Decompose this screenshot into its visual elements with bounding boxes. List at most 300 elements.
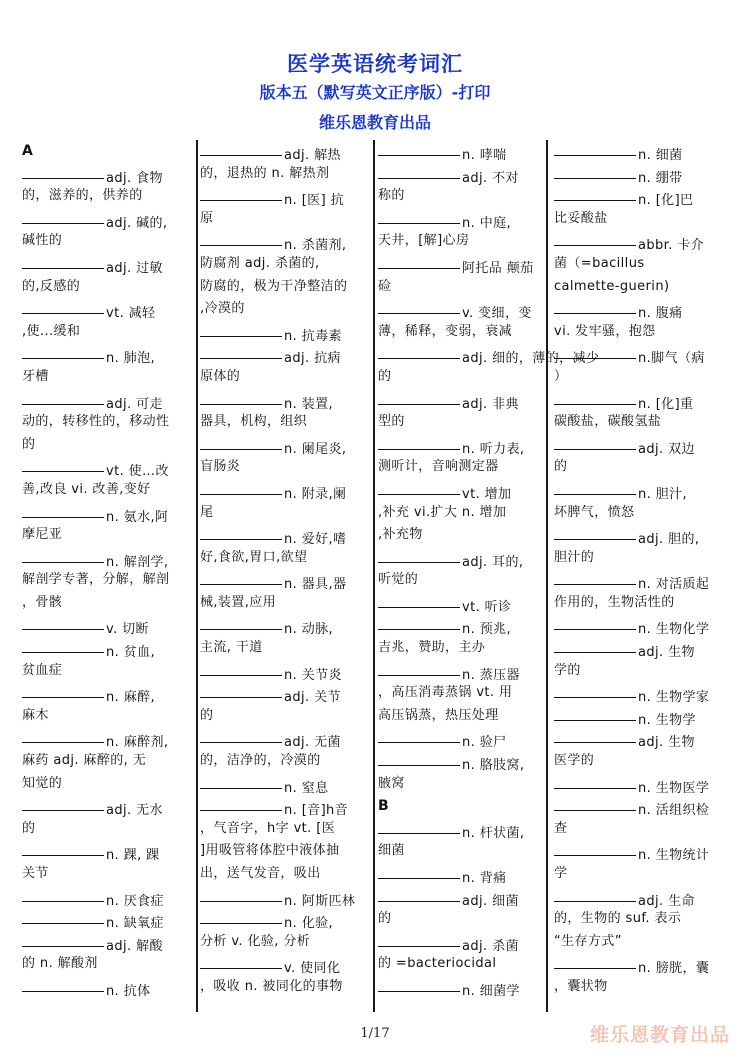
answer-blank [200, 434, 282, 450]
vocab-entry [378, 343, 600, 367]
definition-text: ） [554, 368, 568, 384]
vocab-definition-continuation [378, 366, 549, 389]
vocab-entry [378, 818, 549, 841]
section-letter-text: A [22, 143, 34, 159]
vocab-definition-continuation [554, 321, 730, 344]
definition-text: 动的，转移性的，移动性 [22, 414, 170, 430]
definition-text: calmette-guerin) [554, 278, 670, 294]
definition-text: ,冷漠的 [200, 301, 245, 317]
definition-text: n. 化验, [284, 916, 334, 932]
definition-text: n. 抗毒素 [284, 328, 342, 344]
definition-text: 原 [200, 210, 214, 226]
vocab-definition-continuation [200, 366, 371, 389]
definition-text: 解剖学专著，分解，解剖 [22, 572, 170, 588]
vocab-definition-continuation [378, 637, 549, 660]
definition-text: n. 听力表, [462, 441, 525, 457]
vocab-entry [22, 840, 193, 863]
vocab-entry [200, 434, 371, 457]
definition-text: 薄，稀释，变弱，衰减 [378, 323, 513, 339]
vocab-definition-continuation [22, 276, 193, 299]
vocab-entry [22, 637, 193, 660]
answer-blank [554, 773, 636, 789]
answer-blank [378, 343, 460, 359]
definition-text: 学的 [554, 662, 581, 678]
definition-text: 医学的 [554, 753, 595, 769]
definition-text: n. 装置, [284, 396, 334, 412]
vocab-definition-continuation [378, 569, 549, 592]
answer-blank [554, 479, 636, 495]
vocab-entry [22, 253, 193, 276]
definition-text: ,补充 vi.扩大 n. 增加 [378, 504, 507, 520]
vocab-entry [22, 976, 193, 999]
vocab-definition-continuation [200, 637, 371, 660]
definition-text: ，吸收 n. 被同化的事物 [200, 978, 343, 994]
answer-blank [22, 886, 104, 902]
definition-text: adj. 生物 [638, 735, 695, 751]
answer-blank [200, 886, 282, 902]
vocab-definition-continuation [200, 863, 371, 886]
vocab-entry [22, 682, 193, 705]
vocab-entry [554, 524, 730, 547]
vocab-entry [554, 230, 730, 253]
vocab-entry [200, 569, 371, 592]
definition-text: 械,装置,应用 [200, 594, 277, 610]
answer-blank [200, 389, 282, 405]
answer-blank [200, 569, 282, 585]
definition-text: n. 哮喘 [462, 148, 507, 163]
vocab-entry [554, 569, 730, 592]
answer-blank [378, 208, 460, 224]
definition-text: 阿托品 颠茄 [462, 260, 534, 276]
vocab-definition-continuation [554, 908, 730, 931]
answer-blank [22, 931, 104, 947]
page-number: 1/17 [360, 1026, 390, 1041]
vocab-definition-continuation [554, 276, 730, 299]
definition-text: n. 验尸 [462, 735, 507, 751]
vocab-entry [554, 637, 730, 660]
definition-text: n. 腹痛 [638, 306, 683, 322]
vocab-entry [378, 976, 549, 999]
definition-text: 牙槽 [22, 368, 49, 384]
vocab-entry [22, 614, 193, 637]
vocab-entry [378, 208, 549, 231]
definition-text: 天井，[解]心房 [378, 233, 470, 249]
answer-blank [22, 637, 104, 653]
vocab-entry [554, 795, 730, 818]
vocab-entry [554, 479, 730, 502]
answer-blank [200, 908, 282, 924]
section-letter-text: B [378, 798, 390, 815]
vocab-entry [22, 908, 193, 931]
vocab-entry [200, 682, 371, 705]
definition-text: 型的 [378, 414, 405, 430]
document-subtitle: 版本五（默写英文正序版）-打印 [259, 83, 491, 102]
vocab-definition-continuation [200, 456, 371, 479]
definition-text: n. 蒸压器 [462, 667, 520, 683]
vocabulary-columns [22, 140, 730, 1012]
vocab-entry [200, 660, 371, 683]
vocab-definition-continuation [378, 456, 549, 479]
vocab-definition-continuation [22, 773, 193, 796]
answer-blank [378, 818, 460, 834]
definition-text: 硷 [378, 278, 392, 294]
definition-text: 的 n. 解酸剂 [22, 956, 98, 972]
vocab-entry [378, 389, 549, 412]
definition-text: n. 生物医学 [638, 780, 710, 796]
vocab-definition-continuation [22, 750, 193, 773]
definition-text: 吉兆，赞助，主办 [378, 640, 486, 656]
answer-blank [554, 569, 636, 585]
definition-text: n. 窒息 [284, 780, 329, 796]
vocab-definition-continuation [200, 750, 371, 773]
definition-text: 贫血症 [22, 662, 63, 678]
vocab-definition-continuation [22, 660, 193, 683]
definition-text: n. 器具,器 [284, 577, 347, 593]
section-letter [22, 140, 193, 163]
definition-text: n. 踝, 踝 [106, 848, 160, 864]
definition-text: n. 生物学 [638, 712, 696, 728]
vocab-entry [378, 863, 549, 886]
definition-text: n. 细菌 [638, 148, 683, 163]
vocab-entry [554, 343, 730, 366]
definition-text: 查 [554, 820, 568, 836]
vocab-definition-continuation [200, 818, 371, 841]
vocab-definition-continuation [22, 366, 193, 389]
vocab-definition-continuation [554, 547, 730, 570]
definition-text: n. 杀菌剂, [284, 238, 347, 254]
vocab-entry [200, 524, 371, 547]
definition-text: adj. 无水 [106, 803, 163, 819]
vocab-definition-continuation [378, 840, 549, 863]
answer-blank [200, 343, 282, 359]
definition-text: n. 阿斯匹林 [284, 893, 356, 909]
definition-text: n. 爱好,嗜 [284, 532, 347, 548]
definition-text: 好,食欲,胃口,欲望 [200, 549, 308, 565]
vocab-definition-continuation [554, 411, 730, 434]
definition-text: adj. 解酸 [106, 938, 163, 954]
answer-blank [22, 298, 104, 314]
answer-blank [200, 660, 282, 676]
definition-text: n. 绷带 [638, 170, 683, 186]
vocab-entry [200, 727, 371, 750]
answer-blank [378, 298, 460, 314]
vocab-definition-continuation [22, 569, 193, 592]
vocab-definition-continuation [22, 185, 193, 208]
vocab-definition-continuation [200, 840, 371, 863]
vocab-entry [554, 614, 730, 637]
vocab-definition-continuation [22, 592, 193, 615]
definition-text: 原体的 [200, 368, 241, 384]
answer-blank [22, 502, 104, 518]
definition-text: ,使...缓和 [22, 323, 81, 339]
definition-text: adj. 不对 [462, 170, 519, 186]
answer-blank [378, 140, 460, 156]
answer-blank [378, 389, 460, 405]
definition-text: 的，滋养的，供养的 [22, 188, 143, 204]
answer-blank [22, 253, 104, 269]
vocab-definition-continuation [22, 953, 193, 976]
vocab-definition-continuation [22, 230, 193, 253]
vocab-definition-continuation [22, 479, 193, 502]
vocab-definition-continuation [200, 298, 371, 321]
definition-text: adj. 抗病 [284, 351, 341, 367]
definition-text: 尾 [200, 504, 214, 520]
definition-text: v. 变细，变 [462, 306, 532, 322]
answer-blank [554, 886, 636, 902]
definition-text: 的,反感的 [22, 278, 81, 294]
definition-text: vt. 听诊 [462, 599, 512, 615]
definition-text: n. 胳肢窝, [462, 758, 525, 774]
definition-text: ，骨骸 [22, 594, 63, 610]
vocab-definition-continuation [200, 592, 371, 615]
definition-text: ]用吸管将体腔中液体抽 [200, 843, 340, 859]
answer-blank [554, 637, 636, 653]
answer-blank [22, 840, 104, 856]
vocab-entry [22, 298, 193, 321]
vocab-entry [378, 298, 549, 321]
vocab-definition-continuation [554, 456, 730, 479]
answer-blank [200, 230, 282, 246]
vocab-definition-continuation [200, 976, 371, 999]
vocab-definition-continuation [554, 863, 730, 886]
definition-text: adj. 过敏 [106, 260, 163, 276]
vocab-entry [200, 773, 371, 796]
vocab-definition-continuation [200, 931, 371, 954]
answer-blank [200, 524, 282, 540]
definition-text: ，气音字，h字 vt. [医 [200, 820, 336, 836]
definition-text: adj. 碱的, [106, 215, 168, 231]
answer-blank [22, 727, 104, 743]
definition-text: 比妥酸盐 [554, 210, 608, 226]
vocab-entry [378, 253, 549, 276]
answer-blank [554, 163, 636, 179]
definition-text: ，高压消毒蒸锅 vt. 用 [378, 685, 513, 701]
definition-text: adj. 胆的, [638, 532, 700, 548]
answer-blank [378, 727, 460, 743]
vocab-definition-continuation [378, 705, 549, 728]
vocab-entry [378, 931, 549, 954]
definition-text: n. 解剖学, [106, 554, 169, 570]
vocab-definition-continuation [554, 253, 730, 276]
definition-text: 听觉的 [378, 572, 419, 588]
definition-text: adj. 可走 [106, 396, 163, 412]
answer-blank [200, 321, 282, 337]
definition-text: 的 [378, 368, 392, 384]
definition-text: 高压锅蒸，热压处理 [378, 707, 499, 723]
vocab-definition-continuation [378, 321, 549, 344]
answer-blank [378, 660, 460, 676]
definition-text: adj. 杀菌 [462, 938, 519, 954]
answer-blank [554, 953, 636, 969]
definition-text: n. 附录,阑 [284, 486, 347, 502]
answer-blank [200, 185, 282, 201]
vocab-definition-continuation [378, 276, 549, 299]
vocab-entry [378, 614, 549, 637]
vocab-definition-continuation [378, 682, 549, 705]
vocab-entry [554, 705, 730, 728]
vocab-entry [22, 389, 193, 412]
watermark: 维乐恩教育出品 [590, 1024, 731, 1046]
definition-text: ，囊状物 [554, 978, 608, 994]
definition-text: 防腐的，极为干净整洁的 [200, 278, 348, 294]
definition-text: 测听计，音响测定器 [378, 459, 499, 475]
answer-blank [378, 163, 460, 179]
vocab-definition-continuation [22, 321, 193, 344]
definition-text: n. [医] 抗 [284, 193, 344, 209]
answer-blank [200, 614, 282, 630]
answer-blank [200, 479, 282, 495]
answer-blank [200, 682, 282, 698]
vocab-entry [200, 908, 371, 931]
definition-text: 细菌 [378, 843, 405, 859]
definition-text: v. 使同化 [284, 961, 341, 977]
definition-text: n. 背痛 [462, 871, 507, 886]
answer-blank [554, 140, 636, 156]
definition-text: 的 =bacteriocidal [378, 956, 497, 972]
vocab-entry [378, 592, 549, 615]
vocab-entry [200, 886, 371, 909]
vocab-definition-continuation [554, 592, 730, 615]
vocab-definition-continuation [22, 705, 193, 728]
vocab-definition-continuation [200, 276, 371, 299]
answer-blank [378, 547, 460, 563]
definition-text: n. 缺氧症 [106, 916, 164, 932]
definition-text: n. [化]巴 [638, 193, 694, 209]
answer-blank [554, 389, 636, 405]
vocab-entry [554, 389, 730, 412]
vocab-entry [378, 660, 549, 683]
answer-blank [378, 614, 460, 630]
vocab-entry [378, 434, 549, 457]
vocab-definition-continuation [554, 366, 730, 389]
document-title: 医学英语统考词汇 [287, 52, 463, 76]
definition-text: vt. 使…改 [106, 464, 169, 480]
vocab-entry [554, 727, 730, 750]
answer-blank [554, 434, 636, 450]
answer-blank [554, 614, 636, 630]
answer-blank [200, 795, 282, 811]
vocab-entry [22, 727, 193, 750]
vocab-definition-continuation [200, 208, 371, 231]
vocab-entry [554, 773, 730, 796]
vocab-entry [22, 795, 193, 818]
vocab-definition-continuation [22, 863, 193, 886]
vocab-entry [200, 614, 371, 637]
definition-text: n. 杆状菌, [462, 825, 525, 841]
vocab-definition-continuation [378, 953, 549, 976]
vocab-entry [378, 140, 549, 163]
answer-blank [200, 727, 282, 743]
definition-text: 的 [22, 436, 36, 452]
vocab-definition-continuation [200, 411, 371, 434]
definition-text: n. 氨水,阿 [106, 509, 169, 525]
definition-text: abbr. 卡介 [638, 238, 705, 254]
vocab-definition-continuation [378, 524, 549, 547]
answer-blank [378, 434, 460, 450]
vocab-entry [378, 163, 549, 186]
definition-text: n. 膀胱，囊 [638, 961, 710, 977]
answer-blank [22, 908, 104, 924]
definition-text: 麻药 adj. 麻醉的, 无 [22, 753, 147, 769]
vocab-column-2 [200, 140, 371, 1012]
definition-text: n. 预兆, [462, 622, 512, 638]
answer-blank [378, 931, 460, 947]
answer-blank [22, 163, 104, 179]
answer-blank [378, 886, 460, 902]
definition-text: n.脚气（病 [638, 351, 705, 367]
definition-text: 腋窝 [378, 775, 405, 791]
answer-blank [378, 863, 460, 879]
definition-text: 坏脾气，愤怒 [554, 504, 635, 520]
definition-text: adj. 生物 [638, 645, 695, 661]
definition-text: 知觉的 [22, 775, 63, 791]
definition-text: n. 关节炎 [284, 667, 342, 683]
vocab-definition-continuation [200, 163, 371, 186]
vocab-definition-continuation [554, 818, 730, 841]
vocab-definition-continuation [200, 547, 371, 570]
answer-blank [200, 140, 282, 156]
definition-text: adj. 耳的, [462, 554, 524, 570]
definition-text: 器具，机构，组织 [200, 414, 308, 430]
definition-text: n. 生物统计 [638, 848, 710, 864]
definition-text: adj. 食物 [106, 170, 163, 186]
vocab-entry [200, 479, 371, 502]
vocab-entry [554, 163, 730, 186]
definition-text: n. 麻醉剂, [106, 735, 169, 751]
definition-text: 麻木 [22, 707, 49, 723]
vocab-definition-continuation [378, 773, 549, 796]
vocab-entry [22, 208, 193, 231]
section-letter [378, 795, 549, 818]
definition-text: 出，送气发音，吸出 [200, 866, 321, 881]
definition-text: n. 厌食症 [106, 893, 164, 909]
vocab-entry [200, 389, 371, 412]
answer-blank [378, 976, 460, 992]
definition-text: vi. 发牢骚，抱怨 [554, 323, 656, 339]
definition-text: 防腐剂 adj. 杀菌的, [200, 255, 320, 271]
vocab-definition-continuation [378, 908, 549, 931]
definition-text: n. 中庭, [462, 215, 512, 231]
vocab-entry [378, 479, 549, 502]
vocab-entry [378, 727, 549, 750]
definition-text: 胆汁的 [554, 549, 595, 565]
definition-text: 的 [200, 707, 214, 723]
answer-blank [22, 208, 104, 224]
answer-blank [554, 298, 636, 314]
definition-text: n. 贫血, [106, 645, 156, 661]
vocab-entry [554, 886, 730, 909]
answer-blank [22, 547, 104, 563]
definition-text: vt. 减轻 [106, 306, 156, 322]
definition-text: n. 动脉, [284, 622, 334, 638]
definition-text: 主流, 干道 [200, 640, 263, 656]
vocab-definition-continuation [554, 502, 730, 525]
publisher-byline: 维乐恩教育出品 [318, 113, 431, 132]
vocab-entry [378, 547, 549, 570]
definition-text: 盲肠炎 [200, 459, 241, 475]
vocab-entry [200, 230, 371, 253]
vocab-definition-continuation [200, 705, 371, 728]
definition-text: n. 活组织检 [638, 803, 710, 819]
definition-text: 菌（=bacillus [554, 255, 645, 271]
vocab-entry [200, 343, 371, 366]
vocab-entry [378, 750, 549, 773]
definition-text: ,补充物 [378, 527, 423, 543]
vocab-entry [200, 140, 371, 163]
vocab-entry [554, 298, 730, 321]
definition-text: 的 [554, 459, 568, 475]
vocab-definition-continuation [554, 750, 730, 773]
